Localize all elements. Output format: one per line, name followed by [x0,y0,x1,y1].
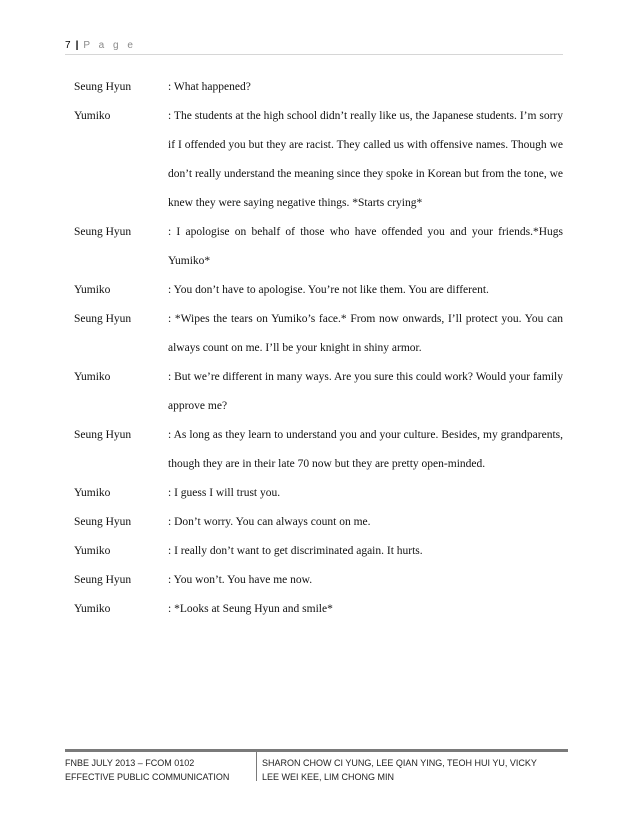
footer-authors-line-2: LEE WEI KEE, LIM CHONG MIN [262,772,395,782]
footer-authors-line-1: SHARON CHOW CI YUNG, LEE QIAN YING, TEOH HUI YU, VICKY [262,758,537,768]
dialogue-line: : What happened? [168,81,251,93]
dialogue-line: : I guess I will trust you. [168,487,281,499]
dialogue-row [74,479,563,508]
speaker-name: Yumiko [74,371,111,383]
dialogue-row [74,102,563,218]
dialogue-line: : The students at the high school didn’t really like us, the Japanese students. I’m sorry if I offended you but they are racist. They called us with offensive names. Though we don’t really understand the meaning since they spoke in Korean but from the tone, we knew they were saying negative things. *Starts crying* [168,110,563,209]
speaker-name: Seung Hyun [74,574,132,586]
page-footer [65,749,568,782]
dialogue-row [74,537,563,566]
footer-course-info [65,756,255,784]
speaker-name: Seung Hyun [74,516,132,528]
footer-course-line-2: EFFECTIVE PUBLIC COMMUNICATION [65,772,230,782]
dialogue-row [74,566,563,595]
header-separator: | [75,40,79,51]
dialogue-line: : You won’t. You have me now. [168,574,313,586]
dialogue-line: : You don’t have to apologise. You’re not like them. You are different. [168,284,489,296]
dialogue-row [74,595,563,624]
speaker-name: Yumiko [74,110,111,122]
speaker-name: Seung Hyun [74,81,132,93]
dialogue-row [74,73,563,102]
dialogue-line: : *Looks at Seung Hyun and smile* [168,603,333,615]
footer-authors [262,756,568,784]
speaker-name: Seung Hyun [74,429,132,441]
dialogue-line: : I really don’t want to get discriminated again. It hurts. [168,545,423,557]
dialogue-script [74,73,563,624]
speaker-name: Yumiko [74,545,111,557]
page-label: P a g e [83,40,136,51]
speaker-name: Seung Hyun [74,226,132,238]
speaker-name: Yumiko [74,603,111,615]
speaker-name: Yumiko [74,487,111,499]
dialogue-line: : But we’re different in many ways. Are you sure this could work? Would your family approve me? [168,371,563,412]
dialogue-row [74,421,563,479]
dialogue-row [74,218,563,276]
dialogue-line: : *Wipes the tears on Yumiko’s face.* From now onwards, I’ll protect you. You can always count on me. I’ll be your knight in shiny armor. [168,313,563,354]
dialogue-line: : Don’t worry. You can always count on me. [168,516,371,528]
page-number: 7 [65,40,71,51]
dialogue-line: : I apologise on behalf of those who have offended you and your friends.*Hugs Yumiko* [168,226,563,267]
dialogue-row [74,305,563,363]
footer-divider [256,752,257,781]
dialogue-line: : As long as they learn to understand you and your culture. Besides, my grandparents, though they are in their late 70 now but they are pretty open-minded. [168,429,563,470]
dialogue-row [74,276,563,305]
footer-course-line-1: FNBE JULY 2013 – FCOM 0102 [65,758,195,768]
speaker-name: Yumiko [74,284,111,296]
speaker-name: Seung Hyun [74,313,132,325]
dialogue-row [74,363,563,421]
page-header-text [65,40,136,51]
page-header [65,36,563,55]
dialogue-row [74,508,563,537]
